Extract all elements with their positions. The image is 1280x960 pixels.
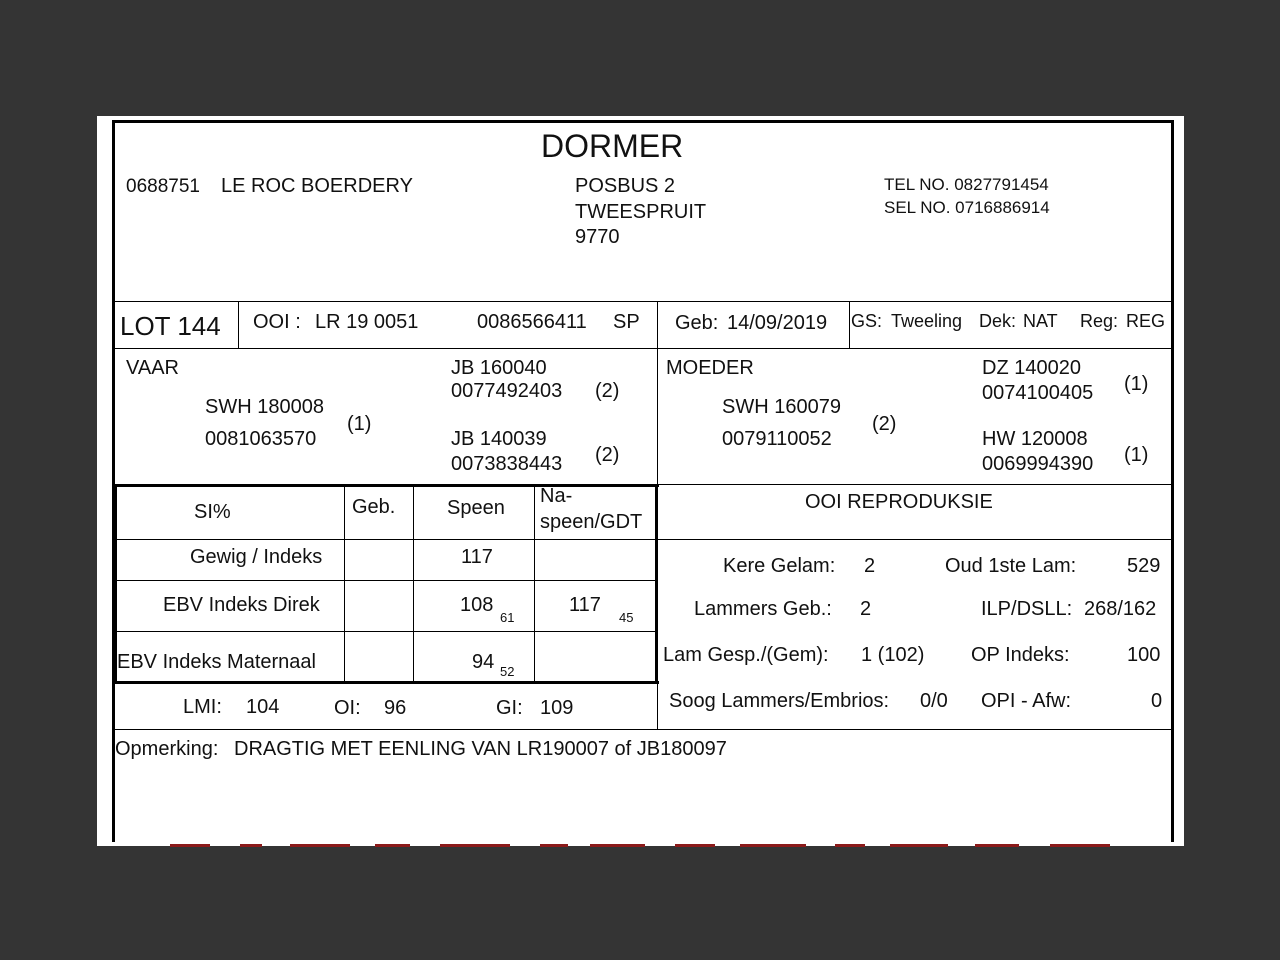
divider [344, 486, 345, 682]
gewig-speen: 117 [461, 546, 493, 568]
dam-sire-grade: (1) [1124, 373, 1149, 395]
divider [238, 301, 239, 348]
maternaal-speen: 94 [472, 651, 495, 673]
sire-grade: (1) [347, 413, 372, 435]
soog-label: Soog Lammers/Embrios: [669, 690, 890, 712]
reg-label: Reg: [1080, 311, 1119, 331]
sire-dam-id: JB 140039 [451, 428, 547, 450]
birth-date: 14/09/2019 [727, 312, 828, 334]
kere-label: Kere Gelam: [723, 555, 836, 577]
lot-number: LOT 144 [120, 311, 221, 341]
si-header: SI% [194, 501, 231, 523]
dam-dam-grade: (1) [1124, 444, 1149, 466]
dek-label: Dek: [979, 311, 1017, 331]
divider [115, 580, 656, 581]
dek-value: NAT [1023, 311, 1058, 331]
geb-header: Geb. [352, 496, 396, 518]
op-label: OP Indeks: [971, 644, 1070, 666]
divider [655, 484, 658, 684]
direk-speen-accuracy: 61 [500, 610, 515, 625]
gesp-label: Lam Gesp./(Gem): [663, 644, 829, 666]
dam-label: MOEDER [666, 357, 754, 379]
sp-code: SP [613, 311, 640, 333]
direk-speen: 108 [460, 594, 494, 616]
lammers-value: 2 [860, 598, 872, 620]
gs-value: Tweeling [891, 311, 963, 331]
remark-label: Opmerking: [115, 738, 219, 760]
divider [114, 681, 659, 684]
naspeen-header-line-2: speen/GDT [540, 511, 643, 533]
divider [115, 301, 1172, 302]
remark-text: DRAGTIG MET EENLING VAN LR190007 of JB180097 [234, 738, 727, 760]
owner-number: 0688751 [126, 176, 200, 197]
divider [115, 729, 1172, 730]
sale-card [112, 120, 1174, 842]
address-line-1: POSBUS 2 [575, 175, 676, 197]
sire-label: VAAR [126, 357, 179, 379]
op-value: 100 [1127, 644, 1161, 666]
direk-naspeen-accuracy: 45 [619, 610, 634, 625]
sire-sire-number: 0077492403 [451, 380, 563, 402]
address-line-2: TWEESPRUIT [575, 201, 707, 223]
sire-sire-id: JB 160040 [451, 357, 547, 379]
divider [413, 486, 414, 682]
divider [115, 631, 656, 632]
dam-sire-number: 0074100405 [982, 382, 1094, 404]
divider [115, 348, 1172, 349]
dam-grade: (2) [872, 413, 897, 435]
gi-label: GI: [496, 697, 523, 719]
lammers-label: Lammers Geb.: [694, 598, 832, 620]
gesp-value: 1 (102) [861, 644, 925, 666]
kere-value: 2 [864, 555, 876, 577]
oi-value: 96 [384, 697, 407, 719]
soog-value: 0/0 [920, 690, 948, 712]
dam-id: SWH 160079 [722, 396, 841, 418]
divider [849, 301, 850, 348]
lmi-value: 104 [246, 696, 280, 718]
reproduction-title: OOI REPRODUKSIE [805, 491, 993, 513]
ooi-label: OOI : [253, 311, 301, 333]
dam-dam-id: HW 120008 [982, 428, 1088, 450]
row-label-ebv-maternaal: EBV Indeks Maternaal [117, 651, 316, 673]
dam-sire-id: DZ 140020 [982, 357, 1081, 379]
naspeen-header-line-1: Na- [540, 485, 573, 507]
birth-date-label: Geb: [675, 312, 719, 334]
opi-value: 0 [1151, 690, 1163, 712]
oi-label: OI: [334, 697, 361, 719]
sire-dam-number: 0073838443 [451, 453, 563, 475]
tel-number: TEL NO. 0827791454 [884, 175, 1049, 194]
cell-number: SEL NO. 0716886914 [884, 198, 1050, 217]
oud-value: 529 [1127, 555, 1161, 577]
divider [114, 484, 659, 487]
ilp-value: 268/162 [1084, 598, 1157, 620]
ooi-id: LR 19 0051 [315, 311, 419, 333]
sire-number: 0081063570 [205, 428, 317, 450]
maternaal-speen-accuracy: 52 [500, 664, 515, 679]
divider [115, 539, 656, 540]
oud-label: Oud 1ste Lam: [945, 555, 1077, 577]
speen-header: Speen [447, 497, 505, 519]
clipped-red-text [160, 844, 1140, 847]
ilp-label: ILP/DSLL: [981, 598, 1073, 620]
row-label-ebv-direk: EBV Indeks Direk [163, 594, 320, 616]
gi-value: 109 [540, 697, 574, 719]
sire-id: SWH 180008 [205, 396, 324, 418]
divider [658, 539, 1172, 540]
registration-number: 0086566411 [477, 311, 587, 333]
sire-sire-grade: (2) [595, 380, 620, 402]
row-label-gewig: Gewig / Indeks [190, 546, 323, 568]
divider [534, 486, 535, 682]
direk-naspeen: 117 [569, 594, 601, 616]
address-line-3: 9770 [575, 226, 620, 248]
reg-value: REG [1126, 311, 1166, 331]
dam-dam-number: 0069994390 [982, 453, 1094, 475]
dam-number: 0079110052 [722, 428, 832, 450]
sire-dam-grade: (2) [595, 444, 620, 466]
breed-title: DORMER [541, 128, 684, 164]
owner-name: LE ROC BOERDERY [221, 175, 413, 197]
gs-label: GS: [851, 311, 883, 331]
opi-label: OPI - Afw: [981, 690, 1072, 712]
lmi-label: LMI: [183, 696, 222, 718]
